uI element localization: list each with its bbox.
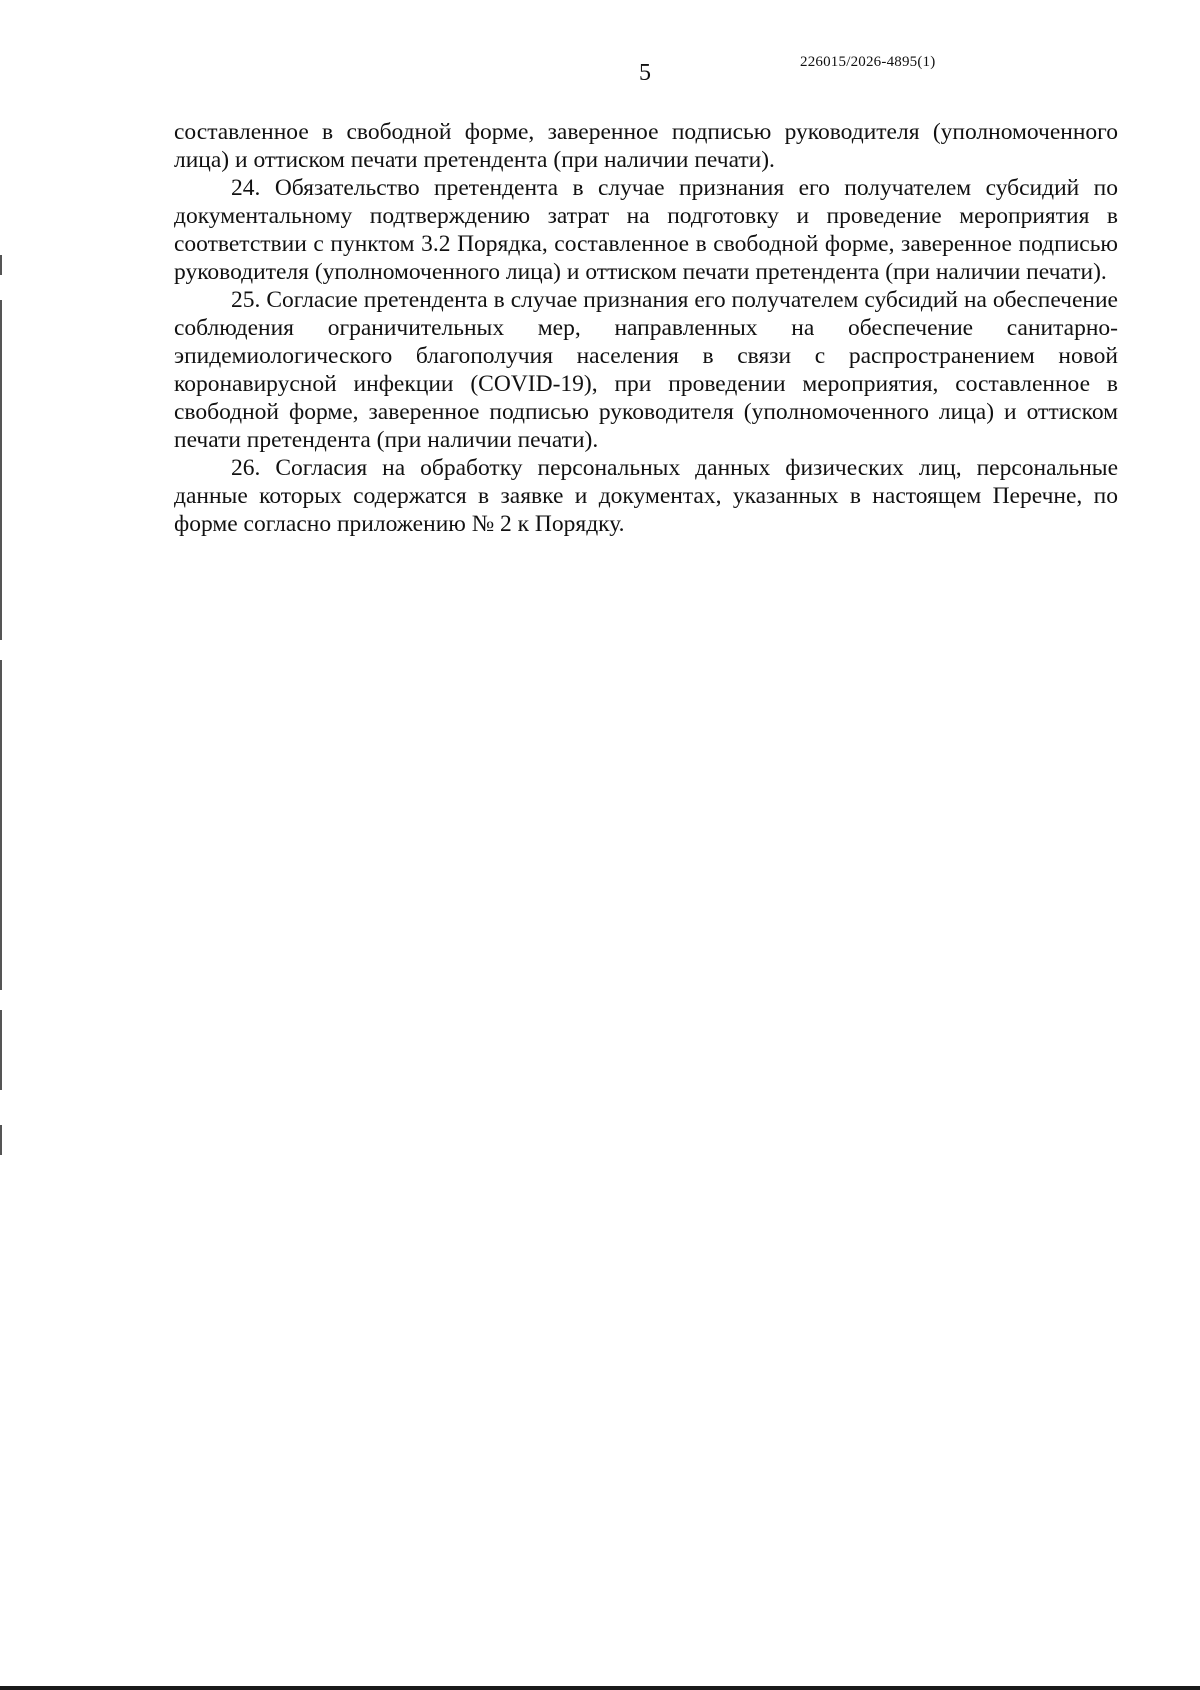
scan-artifact (0, 255, 2, 275)
scan-artifact (0, 660, 2, 990)
paragraph-continuation: составленное в свободной форме, заверенное подписью руководителя (уполномоченного лица) и оттиском печати претендента (при наличии печати). (174, 119, 1118, 173)
page-number: 5 (639, 60, 651, 86)
document-body (174, 118, 1118, 538)
scan-artifact (0, 1010, 2, 1090)
paragraph-25: 25. Согласие претендента в случае признания его получателем субсидий на обеспечение соблюдения ограничительных мер, направленных на обеспечение санитарно-эпидемиологического благополучия населения в связи с распространением новой коронавирусной инфекции (COVID-19), при проведении мероприятия, составленное в свободной форме, заверенное подписью руководителя (уполномоченного лица) и оттиском печати претендента (при наличии печати). (174, 287, 1118, 453)
scan-artifact (0, 1125, 2, 1155)
document-code: 226015/2026-4895(1) (800, 54, 936, 70)
paragraph-26: 26. Согласия на обработку персональных данных физических лиц, персональные данные которых содержатся в заявке и документах, указанных в настоящем Перечне, по форме согласно приложению № 2 к Порядку. (174, 455, 1118, 537)
paragraph-24: 24. Обязательство претендента в случае признания его получателем субсидий по документальному подтверждению затрат на подготовку и проведение мероприятия в соответствии с пунктом 3.2 Порядка, составленное в свободной форме, заверенное подписью руководителя (уполномоченного лица) и оттиском печати претендента (при наличии печати). (174, 175, 1118, 285)
scan-bottom-edge (0, 1686, 1200, 1690)
scan-artifact (0, 300, 2, 640)
